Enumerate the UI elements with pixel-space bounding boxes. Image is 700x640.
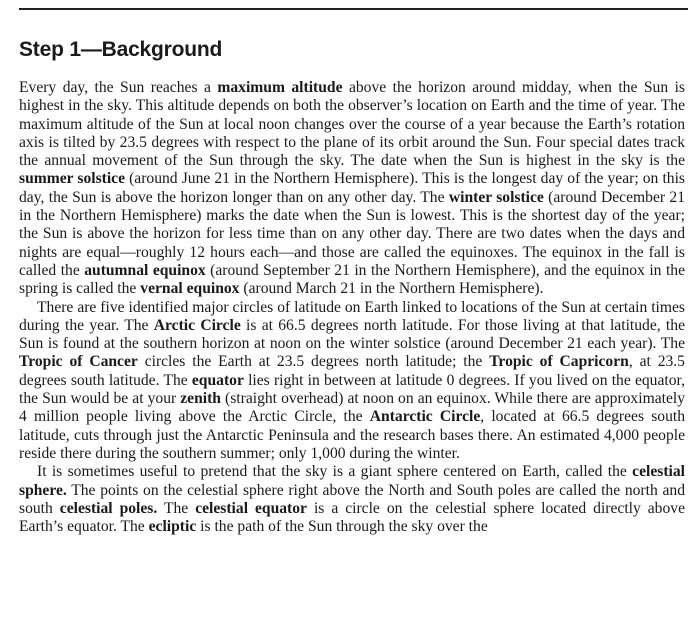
text-run: (straight overhead) at noon on an equinox. While there are approximately 4 million people living above the Arctic Circle, the: [19, 390, 685, 426]
body-text: [19, 79, 685, 536]
text-run: (around March 21 in the Northern Hemisphere).: [239, 280, 544, 298]
key-term: zenith: [180, 390, 221, 408]
text-run: The: [157, 499, 196, 517]
key-term: Tropic of Cancer: [19, 353, 138, 371]
key-term: celestial sphere.: [19, 463, 685, 499]
key-term: Antarctic Circle: [369, 408, 481, 426]
paragraph: [19, 463, 685, 536]
text-run: , located at 66.5 degrees south latitude, cuts through just the Antarctic Peninsula and the research bases there. An estimated 4,000 people reside there during the southern summer; only 1,000 during the winter.: [19, 408, 685, 462]
key-term: Tropic of Capricorn: [489, 353, 629, 371]
text-run: above the horizon around midday, when the Sun is highest in the sky. This altitude depends on both the observer’s location on Earth and the time of year. The maximum altitude of the Sun at local noon changes over the course of a year because the Earth’s rotation axis is tilted by 23.5 degrees with respect to the plane of its orbit around the Sun. Four special dates track the annual movement of the Sun through the sky. The date when the Sun is highest in the sky is the: [19, 79, 685, 170]
key-term: summer solstice: [19, 170, 126, 188]
text-run: , at 23.5 degrees south latitude. The: [19, 353, 685, 389]
key-term: celestial poles.: [59, 499, 158, 517]
key-term: winter solstice: [448, 188, 544, 206]
text-run: lies right in between at latitude 0 degrees. If you lived on the equator, the Sun would be at your: [19, 371, 685, 408]
text-run: It is sometimes useful to pretend that the sky is a giant sphere centered on Earth, called the: [37, 463, 633, 481]
text-run: There are five identified major circles of latitude on Earth linked to locations of the Sun at certain times during the year. The: [19, 298, 685, 334]
key-term: ecliptic: [148, 518, 197, 536]
paragraph: [19, 299, 685, 464]
text-run: is the path of the Sun through the sky over the: [196, 518, 488, 536]
section-heading: Step 1—Background: [19, 38, 223, 61]
key-term: autumnal equinox: [84, 261, 206, 279]
text-run: (around September 21 in the Northern Hemisphere), and the equinox in the spring is called the: [19, 261, 685, 298]
key-term: vernal equinox: [140, 280, 240, 298]
key-term: Arctic Circle: [153, 316, 241, 334]
text-run: Every day, the Sun reaches a: [19, 79, 218, 96]
text-run: The points on the celestial sphere right above the North and South poles are called the north and south: [19, 481, 685, 517]
text-run: (around December 21 in the Northern Hemisphere) marks the date when the Sun is lowest. This is the shortest day of the year; the Sun is above the horizon for less time than on any other day. There are two dates when the days and nights are equal—roughly 12 hours each—and those are called the equinoxes. The equinox in the fall is called the: [19, 188, 685, 279]
top-rule: [19, 8, 688, 10]
text-run: is a circle on the celestial sphere located directly above Earth’s equator. The: [19, 499, 685, 536]
text-run: circles the Earth at 23.5 degrees north latitude; the: [137, 353, 490, 371]
text-run: (around June 21 in the Northern Hemisphere). This is the longest day of the year; on this day, the Sun is above the horizon longer than on any other day. The: [19, 170, 685, 206]
text-run: is at 66.5 degrees north latitude. For those living at that latitude, the Sun is found at the southern horizon at noon on the winter solstice (around December 21 each year). The: [19, 316, 685, 353]
paragraph: [19, 79, 685, 299]
key-term: celestial equator: [195, 499, 307, 517]
key-term: maximum altitude: [217, 79, 343, 96]
key-term: equator: [191, 371, 244, 389]
